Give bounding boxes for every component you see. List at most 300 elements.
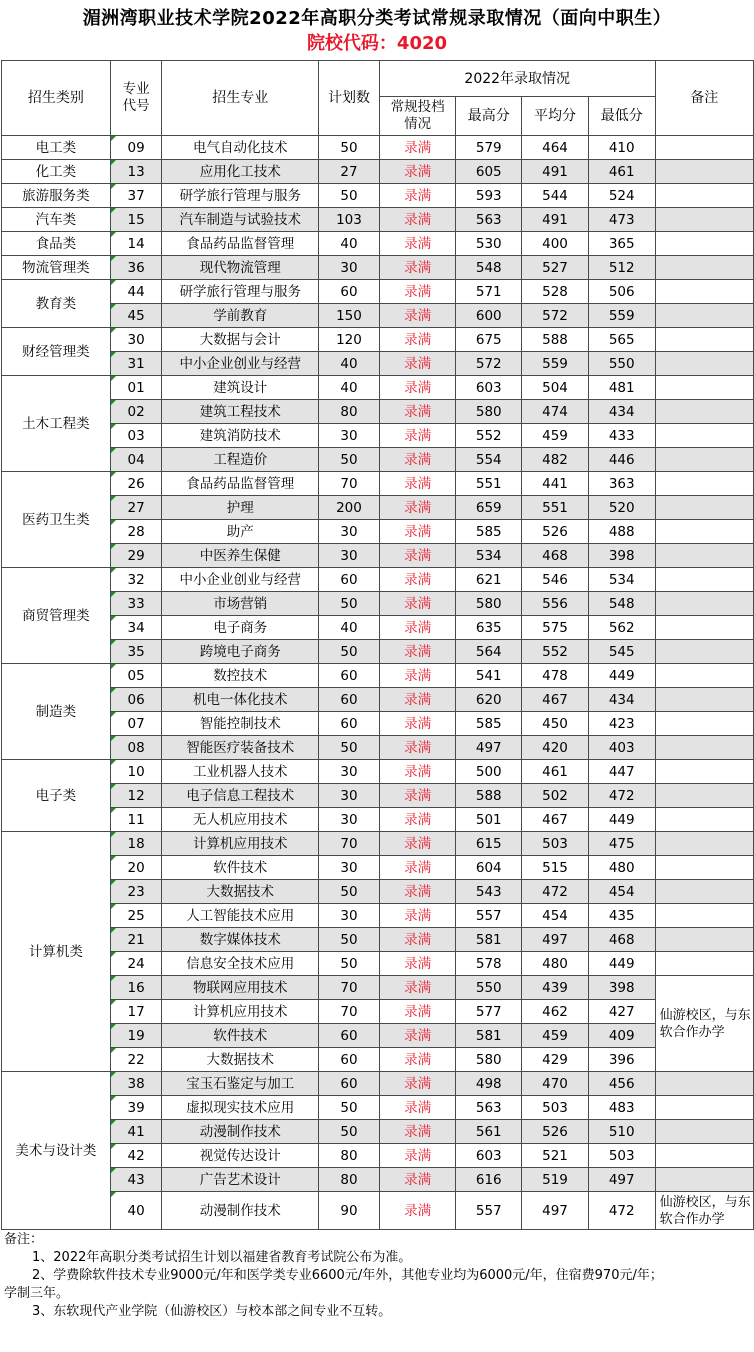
avg-score-cell: 464 bbox=[522, 136, 589, 160]
status-cell: 录满 bbox=[379, 232, 456, 256]
plan-cell: 80 bbox=[319, 1144, 380, 1168]
major-cell: 数控技术 bbox=[162, 664, 319, 688]
code-cell: 33 bbox=[110, 592, 162, 616]
max-score-cell: 581 bbox=[456, 928, 522, 952]
table-row bbox=[2, 208, 754, 232]
table-row bbox=[2, 1072, 754, 1096]
plan-cell: 70 bbox=[319, 472, 380, 496]
max-score-cell: 554 bbox=[456, 448, 522, 472]
major-cell: 虚拟现实技术应用 bbox=[162, 1096, 319, 1120]
notes-label: 备注： bbox=[4, 1232, 44, 1247]
code-cell: 15 bbox=[110, 208, 162, 232]
remark-cell bbox=[655, 352, 753, 376]
max-score-cell: 675 bbox=[456, 328, 522, 352]
max-score-cell: 563 bbox=[456, 1096, 522, 1120]
status-cell: 录满 bbox=[379, 352, 456, 376]
major-cell: 市场营销 bbox=[162, 592, 319, 616]
min-score-cell: 446 bbox=[588, 448, 655, 472]
remark-cell bbox=[655, 208, 753, 232]
avg-score-cell: 468 bbox=[522, 544, 589, 568]
min-score-cell: 396 bbox=[588, 1048, 655, 1072]
status-cell: 录满 bbox=[379, 304, 456, 328]
plan-cell: 70 bbox=[319, 976, 380, 1000]
plan-cell: 50 bbox=[319, 736, 380, 760]
major-cell: 汽车制造与试验技术 bbox=[162, 208, 319, 232]
table-row bbox=[2, 592, 754, 616]
plan-cell: 30 bbox=[319, 856, 380, 880]
table-row bbox=[2, 736, 754, 760]
max-score-cell: 585 bbox=[456, 712, 522, 736]
remark-cell bbox=[655, 232, 753, 256]
plan-cell: 60 bbox=[319, 688, 380, 712]
major-cell: 应用化工技术 bbox=[162, 160, 319, 184]
status-cell: 录满 bbox=[379, 400, 456, 424]
plan-cell: 27 bbox=[319, 160, 380, 184]
min-score-cell: 520 bbox=[588, 496, 655, 520]
max-score-cell: 616 bbox=[456, 1168, 522, 1192]
major-cell: 广告艺术设计 bbox=[162, 1168, 319, 1192]
code-cell: 23 bbox=[110, 880, 162, 904]
status-cell: 录满 bbox=[379, 544, 456, 568]
table-row bbox=[2, 784, 754, 808]
major-cell: 护理 bbox=[162, 496, 319, 520]
min-score-cell: 461 bbox=[588, 160, 655, 184]
remark-cell: 仙游校区，与东软合作办学 bbox=[655, 1192, 753, 1230]
major-cell: 研学旅行管理与服务 bbox=[162, 184, 319, 208]
table-row bbox=[2, 400, 754, 424]
min-score-cell: 454 bbox=[588, 880, 655, 904]
avg-score-cell: 459 bbox=[522, 1024, 589, 1048]
max-score-cell: 550 bbox=[456, 976, 522, 1000]
status-cell: 录满 bbox=[379, 184, 456, 208]
status-cell: 录满 bbox=[379, 952, 456, 976]
header-min: 最低分 bbox=[588, 97, 655, 136]
plan-cell: 50 bbox=[319, 136, 380, 160]
code-cell: 35 bbox=[110, 640, 162, 664]
avg-score-cell: 552 bbox=[522, 640, 589, 664]
code-cell: 39 bbox=[110, 1096, 162, 1120]
remark-cell bbox=[655, 304, 753, 328]
min-score-cell: 410 bbox=[588, 136, 655, 160]
code-cell: 22 bbox=[110, 1048, 162, 1072]
status-cell: 录满 bbox=[379, 496, 456, 520]
table-row bbox=[2, 1000, 754, 1024]
min-score-cell: 481 bbox=[588, 376, 655, 400]
min-score-cell: 472 bbox=[588, 784, 655, 808]
major-cell: 工业机器人技术 bbox=[162, 760, 319, 784]
remark-cell bbox=[655, 928, 753, 952]
table-row bbox=[2, 952, 754, 976]
plan-cell: 50 bbox=[319, 448, 380, 472]
table-row bbox=[2, 808, 754, 832]
plan-cell: 80 bbox=[319, 400, 380, 424]
plan-cell: 50 bbox=[319, 880, 380, 904]
min-score-cell: 545 bbox=[588, 640, 655, 664]
major-cell: 建筑设计 bbox=[162, 376, 319, 400]
max-score-cell: 498 bbox=[456, 1072, 522, 1096]
major-cell: 宝玉石鉴定与加工 bbox=[162, 1072, 319, 1096]
plan-cell: 40 bbox=[319, 232, 380, 256]
major-cell: 物联网应用技术 bbox=[162, 976, 319, 1000]
table-row bbox=[2, 760, 754, 784]
status-cell: 录满 bbox=[379, 1192, 456, 1230]
table-row bbox=[2, 496, 754, 520]
table-row bbox=[2, 640, 754, 664]
major-cell: 学前教育 bbox=[162, 304, 319, 328]
table-row bbox=[2, 352, 754, 376]
status-cell: 录满 bbox=[379, 880, 456, 904]
major-cell: 视觉传达设计 bbox=[162, 1144, 319, 1168]
code-cell: 02 bbox=[110, 400, 162, 424]
remark-cell bbox=[655, 160, 753, 184]
status-cell: 录满 bbox=[379, 616, 456, 640]
status-cell: 录满 bbox=[379, 520, 456, 544]
status-cell: 录满 bbox=[379, 928, 456, 952]
remark-cell bbox=[655, 880, 753, 904]
status-cell: 录满 bbox=[379, 736, 456, 760]
table-row bbox=[2, 1120, 754, 1144]
plan-cell: 60 bbox=[319, 664, 380, 688]
remark-cell bbox=[655, 592, 753, 616]
table-row bbox=[2, 328, 754, 352]
max-score-cell: 548 bbox=[456, 256, 522, 280]
major-cell: 电子商务 bbox=[162, 616, 319, 640]
code-cell: 21 bbox=[110, 928, 162, 952]
status-cell: 录满 bbox=[379, 448, 456, 472]
avg-score-cell: 504 bbox=[522, 376, 589, 400]
header-max: 最高分 bbox=[456, 97, 522, 136]
table-row bbox=[2, 184, 754, 208]
table-row bbox=[2, 232, 754, 256]
status-cell: 录满 bbox=[379, 976, 456, 1000]
major-cell: 动漫制作技术 bbox=[162, 1192, 319, 1230]
max-score-cell: 580 bbox=[456, 592, 522, 616]
code-cell: 29 bbox=[110, 544, 162, 568]
table-row bbox=[2, 256, 754, 280]
max-score-cell: 557 bbox=[456, 904, 522, 928]
category-cell: 教育类 bbox=[2, 280, 111, 328]
remark-cell bbox=[655, 1144, 753, 1168]
max-score-cell: 603 bbox=[456, 1144, 522, 1168]
min-score-cell: 435 bbox=[588, 904, 655, 928]
code-cell: 08 bbox=[110, 736, 162, 760]
code-cell: 04 bbox=[110, 448, 162, 472]
remark-cell bbox=[655, 184, 753, 208]
code-cell: 17 bbox=[110, 1000, 162, 1024]
code-cell: 34 bbox=[110, 616, 162, 640]
plan-cell: 60 bbox=[319, 1072, 380, 1096]
max-score-cell: 578 bbox=[456, 952, 522, 976]
plan-cell: 30 bbox=[319, 808, 380, 832]
max-score-cell: 585 bbox=[456, 520, 522, 544]
major-cell: 软件技术 bbox=[162, 856, 319, 880]
max-score-cell: 552 bbox=[456, 424, 522, 448]
avg-score-cell: 497 bbox=[522, 928, 589, 952]
min-score-cell: 427 bbox=[588, 1000, 655, 1024]
table-row bbox=[2, 1192, 754, 1230]
code-cell: 07 bbox=[110, 712, 162, 736]
remark-cell bbox=[655, 736, 753, 760]
remark-cell bbox=[655, 496, 753, 520]
table-row bbox=[2, 688, 754, 712]
avg-score-cell: 478 bbox=[522, 664, 589, 688]
remark-cell bbox=[655, 1072, 753, 1096]
avg-score-cell: 491 bbox=[522, 160, 589, 184]
table-row bbox=[2, 616, 754, 640]
avg-score-cell: 472 bbox=[522, 880, 589, 904]
header-code: 专业代号 bbox=[110, 61, 162, 136]
major-cell: 动漫制作技术 bbox=[162, 1120, 319, 1144]
max-score-cell: 534 bbox=[456, 544, 522, 568]
plan-cell: 103 bbox=[319, 208, 380, 232]
note-item: 2、学费除软件技术专业9000元/年和医学类专业6600元/年外，其他专业均为6000元/年，住宿费970元/年； bbox=[32, 1268, 663, 1283]
table-row bbox=[2, 1048, 754, 1072]
status-cell: 录满 bbox=[379, 1120, 456, 1144]
header-admission-group: 2022年录取情况 bbox=[379, 61, 655, 97]
min-score-cell: 468 bbox=[588, 928, 655, 952]
header-status: 常规投档情况 bbox=[379, 97, 456, 136]
code-cell: 09 bbox=[110, 136, 162, 160]
code-cell: 26 bbox=[110, 472, 162, 496]
major-cell: 无人机应用技术 bbox=[162, 808, 319, 832]
min-score-cell: 398 bbox=[588, 544, 655, 568]
major-cell: 电子信息工程技术 bbox=[162, 784, 319, 808]
remark-cell bbox=[655, 856, 753, 880]
code-cell: 13 bbox=[110, 160, 162, 184]
remark-cell bbox=[655, 1096, 753, 1120]
remark-cell bbox=[655, 136, 753, 160]
max-score-cell: 635 bbox=[456, 616, 522, 640]
table-row bbox=[2, 1168, 754, 1192]
code-cell: 18 bbox=[110, 832, 162, 856]
status-cell: 录满 bbox=[379, 1096, 456, 1120]
major-cell: 中医养生保健 bbox=[162, 544, 319, 568]
max-score-cell: 571 bbox=[456, 280, 522, 304]
max-score-cell: 579 bbox=[456, 136, 522, 160]
min-score-cell: 506 bbox=[588, 280, 655, 304]
avg-score-cell: 544 bbox=[522, 184, 589, 208]
min-score-cell: 473 bbox=[588, 208, 655, 232]
table-row bbox=[2, 1144, 754, 1168]
min-score-cell: 423 bbox=[588, 712, 655, 736]
plan-cell: 60 bbox=[319, 280, 380, 304]
avg-score-cell: 575 bbox=[522, 616, 589, 640]
plan-cell: 120 bbox=[319, 328, 380, 352]
min-score-cell: 483 bbox=[588, 1096, 655, 1120]
avg-score-cell: 519 bbox=[522, 1168, 589, 1192]
max-score-cell: 605 bbox=[456, 160, 522, 184]
max-score-cell: 580 bbox=[456, 1048, 522, 1072]
major-cell: 工程造价 bbox=[162, 448, 319, 472]
category-cell: 土木工程类 bbox=[2, 376, 111, 472]
status-cell: 录满 bbox=[379, 376, 456, 400]
code-cell: 24 bbox=[110, 952, 162, 976]
code-cell: 37 bbox=[110, 184, 162, 208]
min-score-cell: 403 bbox=[588, 736, 655, 760]
table-row bbox=[2, 472, 754, 496]
plan-cell: 60 bbox=[319, 712, 380, 736]
avg-score-cell: 546 bbox=[522, 568, 589, 592]
admission-table bbox=[1, 60, 754, 1230]
note-item: 3、东软现代产业学院（仙游校区）与校本部之间专业不互转。 bbox=[32, 1304, 392, 1319]
category-cell: 旅游服务类 bbox=[2, 184, 111, 208]
code-cell: 05 bbox=[110, 664, 162, 688]
remark-cell bbox=[655, 328, 753, 352]
status-cell: 录满 bbox=[379, 808, 456, 832]
plan-cell: 40 bbox=[319, 376, 380, 400]
remark-cell bbox=[655, 1120, 753, 1144]
code-cell: 28 bbox=[110, 520, 162, 544]
plan-cell: 60 bbox=[319, 568, 380, 592]
max-score-cell: 621 bbox=[456, 568, 522, 592]
code-cell: 42 bbox=[110, 1144, 162, 1168]
min-score-cell: 449 bbox=[588, 808, 655, 832]
min-score-cell: 534 bbox=[588, 568, 655, 592]
category-cell: 食品类 bbox=[2, 232, 111, 256]
plan-cell: 40 bbox=[319, 352, 380, 376]
min-score-cell: 447 bbox=[588, 760, 655, 784]
status-cell: 录满 bbox=[379, 424, 456, 448]
max-score-cell: 497 bbox=[456, 736, 522, 760]
avg-score-cell: 572 bbox=[522, 304, 589, 328]
remark-cell bbox=[655, 1168, 753, 1192]
major-cell: 计算机应用技术 bbox=[162, 1000, 319, 1024]
max-score-cell: 659 bbox=[456, 496, 522, 520]
remark-cell bbox=[655, 472, 753, 496]
major-cell: 现代物流管理 bbox=[162, 256, 319, 280]
min-score-cell: 449 bbox=[588, 952, 655, 976]
remark-cell bbox=[655, 544, 753, 568]
plan-cell: 90 bbox=[319, 1192, 380, 1230]
avg-score-cell: 526 bbox=[522, 520, 589, 544]
max-score-cell: 561 bbox=[456, 1120, 522, 1144]
remark-cell bbox=[655, 640, 753, 664]
code-cell: 01 bbox=[110, 376, 162, 400]
avg-score-cell: 528 bbox=[522, 280, 589, 304]
table-row bbox=[2, 520, 754, 544]
min-score-cell: 456 bbox=[588, 1072, 655, 1096]
min-score-cell: 559 bbox=[588, 304, 655, 328]
table-row bbox=[2, 376, 754, 400]
status-cell: 录满 bbox=[379, 592, 456, 616]
plan-cell: 50 bbox=[319, 952, 380, 976]
avg-score-cell: 467 bbox=[522, 808, 589, 832]
status-cell: 录满 bbox=[379, 568, 456, 592]
max-score-cell: 551 bbox=[456, 472, 522, 496]
table-row bbox=[2, 856, 754, 880]
plan-cell: 30 bbox=[319, 760, 380, 784]
status-cell: 录满 bbox=[379, 136, 456, 160]
category-cell: 计算机类 bbox=[2, 832, 111, 1072]
remark-cell bbox=[655, 256, 753, 280]
min-score-cell: 449 bbox=[588, 664, 655, 688]
max-score-cell: 580 bbox=[456, 400, 522, 424]
code-cell: 38 bbox=[110, 1072, 162, 1096]
code-cell: 31 bbox=[110, 352, 162, 376]
code-cell: 11 bbox=[110, 808, 162, 832]
major-cell: 中小企业创业与经营 bbox=[162, 352, 319, 376]
major-cell: 电气自动化技术 bbox=[162, 136, 319, 160]
major-cell: 助产 bbox=[162, 520, 319, 544]
remark-cell bbox=[655, 952, 753, 976]
remark-cell bbox=[655, 616, 753, 640]
max-score-cell: 600 bbox=[456, 304, 522, 328]
min-score-cell: 365 bbox=[588, 232, 655, 256]
remark-cell bbox=[655, 760, 753, 784]
table-row bbox=[2, 568, 754, 592]
table-row bbox=[2, 280, 754, 304]
max-score-cell: 564 bbox=[456, 640, 522, 664]
plan-cell: 30 bbox=[319, 904, 380, 928]
plan-cell: 30 bbox=[319, 424, 380, 448]
status-cell: 录满 bbox=[379, 640, 456, 664]
avg-score-cell: 503 bbox=[522, 832, 589, 856]
min-score-cell: 565 bbox=[588, 328, 655, 352]
max-score-cell: 541 bbox=[456, 664, 522, 688]
status-cell: 录满 bbox=[379, 664, 456, 688]
max-score-cell: 593 bbox=[456, 184, 522, 208]
table-row bbox=[2, 1024, 754, 1048]
max-score-cell: 603 bbox=[456, 376, 522, 400]
status-cell: 录满 bbox=[379, 1168, 456, 1192]
max-score-cell: 500 bbox=[456, 760, 522, 784]
status-cell: 录满 bbox=[379, 160, 456, 184]
plan-cell: 70 bbox=[319, 832, 380, 856]
remark-cell bbox=[655, 520, 753, 544]
major-cell: 跨境电子商务 bbox=[162, 640, 319, 664]
major-cell: 大数据技术 bbox=[162, 1048, 319, 1072]
avg-score-cell: 439 bbox=[522, 976, 589, 1000]
max-score-cell: 530 bbox=[456, 232, 522, 256]
status-cell: 录满 bbox=[379, 832, 456, 856]
status-cell: 录满 bbox=[379, 328, 456, 352]
category-cell: 电工类 bbox=[2, 136, 111, 160]
plan-cell: 30 bbox=[319, 256, 380, 280]
status-cell: 录满 bbox=[379, 784, 456, 808]
table-row bbox=[2, 160, 754, 184]
table-row bbox=[2, 904, 754, 928]
status-cell: 录满 bbox=[379, 712, 456, 736]
status-cell: 录满 bbox=[379, 1144, 456, 1168]
max-score-cell: 501 bbox=[456, 808, 522, 832]
page-title: 湄洲湾职业技术学院2022年高职分类考试常规录取情况（面向中职生） bbox=[82, 8, 672, 29]
category-cell: 物流管理类 bbox=[2, 256, 111, 280]
avg-score-cell: 526 bbox=[522, 1120, 589, 1144]
avg-score-cell: 515 bbox=[522, 856, 589, 880]
min-score-cell: 398 bbox=[588, 976, 655, 1000]
remark-cell bbox=[655, 904, 753, 928]
major-cell: 建筑消防技术 bbox=[162, 424, 319, 448]
status-cell: 录满 bbox=[379, 688, 456, 712]
avg-score-cell: 480 bbox=[522, 952, 589, 976]
status-cell: 录满 bbox=[379, 256, 456, 280]
avg-score-cell: 497 bbox=[522, 1192, 589, 1230]
status-cell: 录满 bbox=[379, 472, 456, 496]
table-row bbox=[2, 712, 754, 736]
avg-score-cell: 551 bbox=[522, 496, 589, 520]
min-score-cell: 363 bbox=[588, 472, 655, 496]
status-cell: 录满 bbox=[379, 1000, 456, 1024]
remark-cell bbox=[655, 808, 753, 832]
status-cell: 录满 bbox=[379, 1072, 456, 1096]
major-cell: 智能控制技术 bbox=[162, 712, 319, 736]
code-cell: 19 bbox=[110, 1024, 162, 1048]
status-cell: 录满 bbox=[379, 1048, 456, 1072]
code-cell: 03 bbox=[110, 424, 162, 448]
max-score-cell: 604 bbox=[456, 856, 522, 880]
plan-cell: 50 bbox=[319, 928, 380, 952]
plan-cell: 50 bbox=[319, 640, 380, 664]
